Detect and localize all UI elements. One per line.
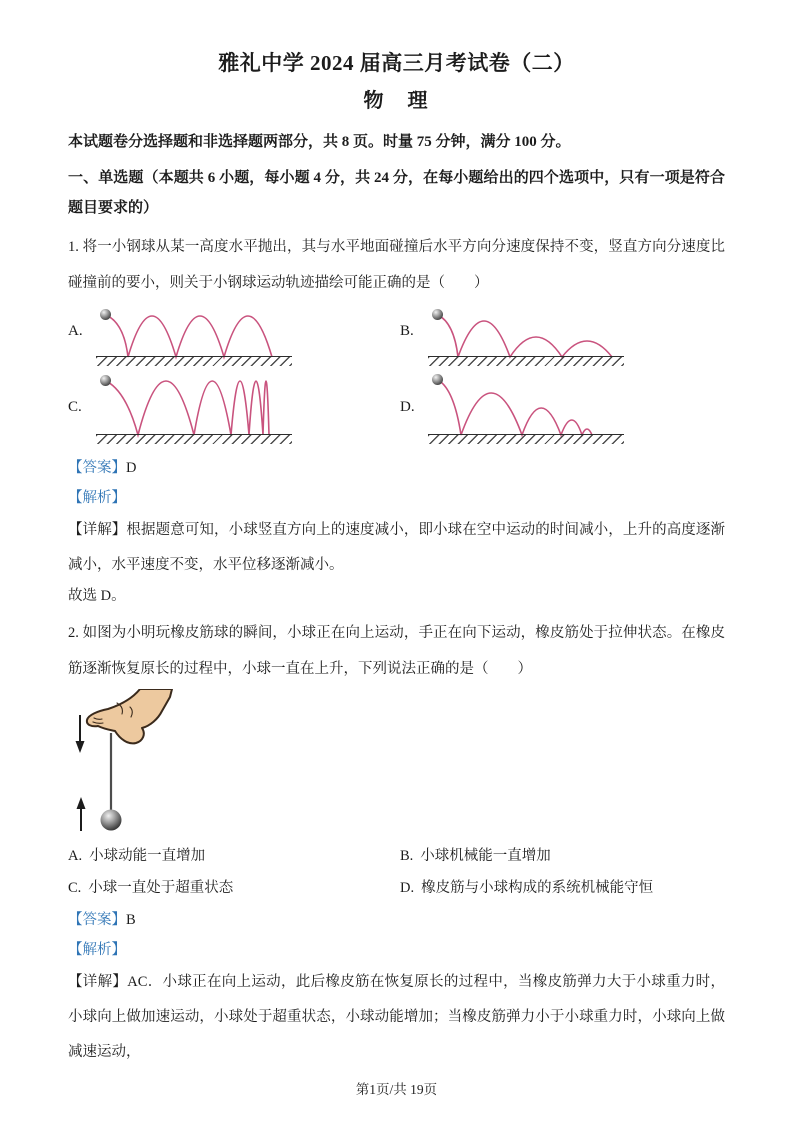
q2-detail-text: 【详解】AC．小球正在向上运动，此后橡皮筋在恢复原长的过程中，当橡皮筋弹力大于小球重力时，小球向上做加速运动，小球处于超重状态，小球动能增加；当橡皮筋弹力小于小球重力时，小球向上做减速运动， [68, 974, 725, 1060]
q2-answer-line [68, 909, 725, 931]
q1-figure-row-cd [68, 371, 725, 447]
hand-icon [87, 689, 172, 743]
q1-option-figure-b [400, 303, 732, 369]
q1-detail-text: 【详解】根据题意可知，小球竖直方向上的速度减小，即小球在空中运动的时间减小，上升的高度逐渐减小，水平速度不变，水平位移逐渐减小。 [68, 522, 725, 573]
q2-options [68, 845, 725, 899]
q2-option-c [68, 877, 400, 899]
rubber-ball-icon [101, 810, 122, 831]
arrow-down-icon [76, 715, 85, 753]
q2-hand-ball-figure [70, 689, 320, 839]
option-label: B. [400, 848, 414, 864]
diagram-label-b: B. [400, 323, 414, 339]
q1-option-figure-a [68, 303, 400, 369]
trajectory-diagram-b [426, 303, 641, 369]
analysis-label: 【解析】 [68, 942, 126, 958]
ground-hatch [96, 434, 292, 444]
option-text: 小球动能一直增加 [89, 848, 206, 864]
hand-ball-illustration [70, 689, 320, 839]
exam-info: 本试题卷分选择题和非选择题两部分，共 8 页。时量 75 分钟，满分 100 分。 [68, 134, 571, 150]
page-footer: 第1页/共 19页 [355, 1082, 438, 1097]
option-text: 小球一直处于超重状态 [88, 880, 234, 896]
option-text: 小球机械能一直增加 [420, 848, 551, 864]
q1-answer-line [68, 457, 725, 479]
diagram-label-c: C. [68, 399, 82, 415]
steel-ball-icon [100, 375, 111, 386]
ground-hatch [428, 434, 624, 444]
arrow-up-icon [77, 797, 86, 831]
q2-answer-value: B [126, 912, 136, 928]
diagram-label-d: D. [400, 399, 415, 415]
option-label: A. [68, 848, 83, 864]
subject-title: 物 理 [363, 90, 430, 112]
option-label: C. [68, 880, 82, 896]
steel-ball-icon [432, 374, 443, 385]
ground-hatch [96, 356, 292, 366]
steel-ball-icon [432, 309, 443, 320]
q2-option-b [400, 845, 725, 867]
page-title: 雅礼中学 2024 届高三月考试卷（二） [218, 51, 575, 75]
q1-figure-row-ab [68, 303, 725, 369]
trajectory-diagram-a [94, 303, 309, 369]
q2-option-d [400, 877, 725, 899]
option-label: D. [400, 880, 415, 896]
q2-option-a [68, 845, 400, 867]
q1-option-figure-c [68, 371, 400, 447]
question-2-stem: 2. 如图为小明玩橡皮筋球的瞬间，小球正在向上运动，手正在向下运动，橡皮筋处于拉伸状态。在橡皮筋逐渐恢复原长的过程中，小球一直在上升，下列说法正确的是（ ） [68, 625, 725, 677]
analysis-label: 【解析】 [68, 490, 126, 506]
q1-answer-value: D [126, 460, 137, 476]
q1-analysis-line [68, 487, 725, 509]
question-1-stem: 1. 将一小钢球从某一高度水平抛出，其与水平地面碰撞后水平方向分速度保持不变，竖直方向分速度比碰撞前的要小，则关于小钢球运动轨迹描绘可能正确的是（ ） [68, 239, 725, 291]
q1-conclusion: 故选 D。 [68, 588, 126, 604]
section-heading: 一、单选题（本题共 6 小题，每小题 4 分，共 24 分，在每小题给出的四个选项中，只有一项是符合题目要求的） [68, 170, 725, 216]
ground-hatch [428, 356, 624, 366]
q2-analysis-line [68, 939, 725, 961]
trajectory-diagram-c [94, 371, 309, 447]
q1-option-figure-d [400, 371, 732, 447]
steel-ball-icon [100, 309, 111, 320]
option-text: 橡皮筋与小球构成的系统机械能守恒 [421, 880, 654, 896]
diagram-label-a: A. [68, 323, 83, 339]
answer-label: 【答案】 [68, 460, 126, 476]
answer-label: 【答案】 [68, 912, 126, 928]
trajectory-diagram-d [426, 371, 641, 447]
